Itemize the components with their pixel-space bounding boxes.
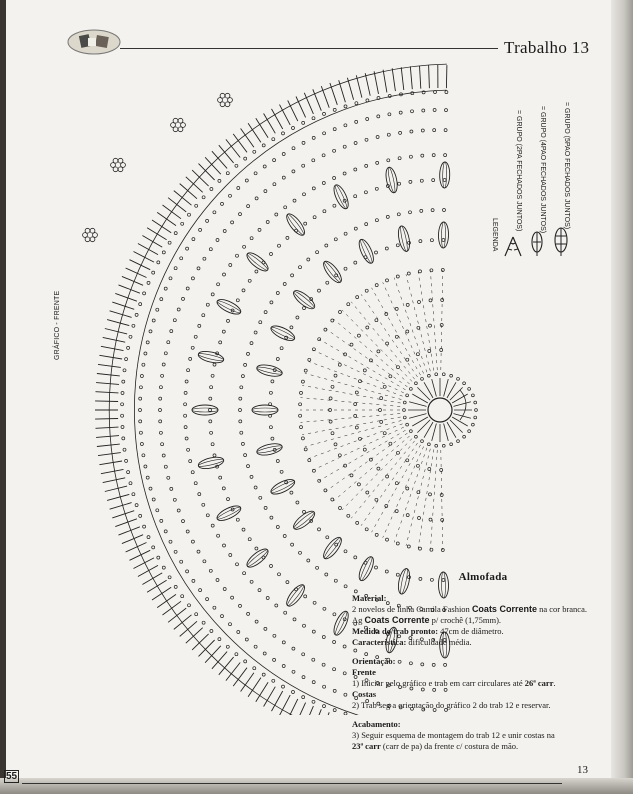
finish-line-2-post: (carr de pa) da frente c/ costura de mão. bbox=[380, 741, 519, 751]
characteristic-value: dificuldade média. bbox=[406, 637, 472, 647]
two-petal-symbol-icon bbox=[502, 234, 524, 260]
finish-line-2-bold: 23ª carr bbox=[352, 741, 381, 751]
instructions-block bbox=[352, 572, 614, 752]
four-petal-symbol-icon bbox=[526, 228, 548, 258]
back-heading: Costas bbox=[352, 689, 377, 699]
page-title: Trabalho 13 bbox=[504, 38, 590, 57]
legend-item-2-label: = GRUPO (4PAO FECHADOS JUNTOS) bbox=[539, 106, 546, 234]
finish-line-1: 3) Seguir esquema de montagem do trab 12 e unir costas na bbox=[352, 730, 555, 740]
size-value: 47cm de diâmetro. bbox=[438, 626, 504, 636]
back-step: 2) Trab seg a orientação do gráfico 2 do trab 12 e reservar. bbox=[352, 700, 551, 710]
footer-mark: 55 bbox=[6, 771, 18, 782]
orientation-heading: Orientação: bbox=[352, 656, 396, 666]
header-rule bbox=[120, 48, 498, 49]
footer-rule bbox=[22, 783, 562, 784]
magazine-logo-icon bbox=[66, 28, 122, 56]
material-line-1-pre: 2 novelos de linha Camila Fashion bbox=[352, 604, 472, 614]
front-heading: Frente bbox=[352, 667, 376, 677]
legend-item-3-label: = GRUPO (5PAO FECHADOS JUNTOS) bbox=[563, 102, 570, 230]
legend bbox=[480, 100, 580, 275]
brand-name-2: Coats Corrente bbox=[364, 615, 430, 625]
five-petal-symbol-icon bbox=[550, 224, 572, 258]
page-number: 13 bbox=[577, 764, 588, 776]
material-heading: Material: bbox=[352, 593, 387, 603]
scan-edge-left bbox=[0, 0, 6, 794]
legend-item-1-label: = GRUPO (2PA FECHADOS JUNTOS) bbox=[515, 110, 522, 232]
front-step-post: . bbox=[553, 678, 556, 688]
material-section bbox=[352, 593, 614, 648]
material-line-2-post: p/ crochê (1,75mm). bbox=[429, 615, 502, 625]
brand-name: Coats Corrente bbox=[471, 604, 537, 614]
front-step-pre: 1) Iniciar pelo gráfico e trab em carr circulares até bbox=[352, 678, 525, 688]
project-title: Almofada bbox=[458, 571, 508, 583]
finish-heading: Acabamento: bbox=[352, 719, 401, 729]
chart-side-label: GRÁFICO - FRENTE bbox=[54, 290, 61, 360]
size-heading: Medida do trab pronto: bbox=[352, 626, 439, 636]
scan-edge-right bbox=[611, 0, 633, 794]
material-line-2-pre: Ag bbox=[352, 615, 365, 625]
orientation-section bbox=[352, 656, 614, 711]
legend-title: LEGENDA bbox=[491, 218, 498, 252]
characteristic-heading: Característica: bbox=[352, 637, 407, 647]
front-step-bold: 26ª carr bbox=[524, 678, 554, 688]
scan-edge-bottom bbox=[0, 778, 633, 794]
material-line-1-post: na cor branca. bbox=[536, 604, 587, 614]
finish-section bbox=[352, 719, 614, 752]
